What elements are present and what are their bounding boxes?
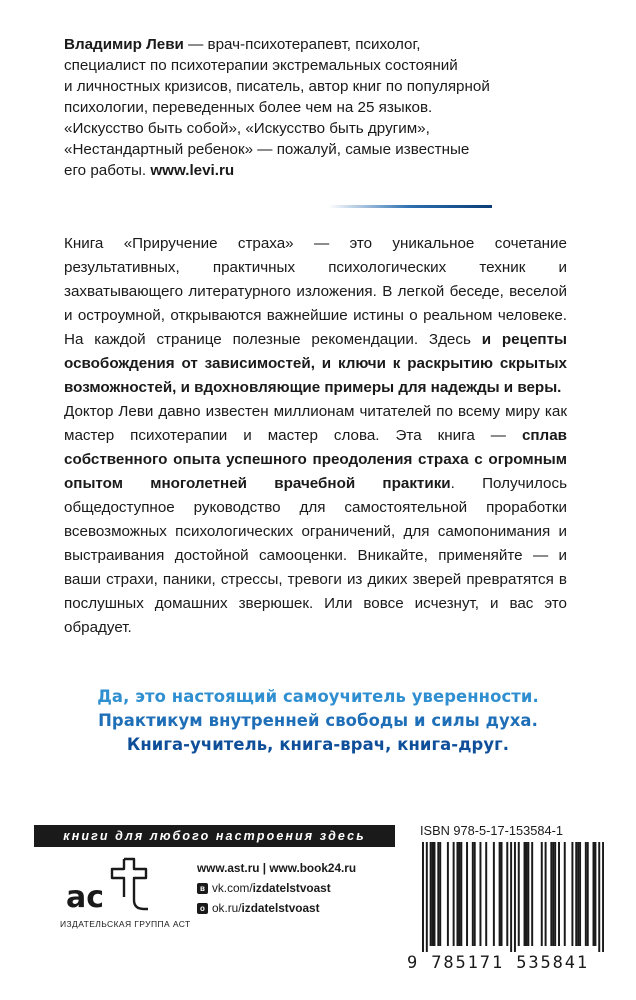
author-bio-line: его работы. bbox=[64, 162, 151, 179]
barcode-bar bbox=[545, 842, 547, 946]
book-description bbox=[64, 232, 567, 640]
isbn: ISBN 978-5-17-153584-1 bbox=[420, 823, 563, 838]
barcode-bar bbox=[453, 842, 455, 946]
vk-row[interactable] bbox=[197, 878, 356, 898]
ok-handle: izdatelstvoast bbox=[241, 901, 320, 915]
author-bio-line: «Искусство быть собой», «Искусство быть другим», bbox=[64, 120, 430, 137]
barcode-bar bbox=[493, 842, 495, 946]
barcode-bar bbox=[518, 842, 520, 946]
publisher-name: ИЗДАТЕЛЬСКАЯ ГРУППА АСТ bbox=[60, 919, 191, 929]
barcode-bar bbox=[524, 842, 526, 946]
author-bio-line: и личностных кризисов, писатель, автор книг по популярной bbox=[64, 78, 490, 95]
barcode-bar bbox=[598, 842, 600, 952]
barcode-bar bbox=[430, 842, 432, 946]
barcode-bar bbox=[571, 842, 573, 946]
barcode-bar bbox=[432, 842, 434, 946]
barcode-bar bbox=[485, 842, 487, 946]
vk-handle: izdatelstvoast bbox=[252, 881, 331, 895]
barcode-bar bbox=[541, 842, 543, 946]
barcode-bar bbox=[587, 842, 589, 946]
barcode-bar bbox=[458, 842, 460, 946]
vk-prefix: vk.com/ bbox=[212, 881, 253, 895]
barcode-bar bbox=[575, 842, 577, 946]
barcode-bar bbox=[433, 842, 435, 946]
author-name: Владимир Леви bbox=[64, 36, 184, 53]
author-bio-line: — врач-психотерапевт, психолог, bbox=[183, 36, 421, 53]
description-text: . Получилось общедоступное руководство для самостоятельной проработки всевозможных психологических ограничений, для самопонимания и выстраивания достойной самооценки. Вникайте, применяйте — и ваши страхи, паники, стрессы, тревоги из диких зверей превратятся в послушных домашних зверюшек. Или вовсе исчезнут, и вас это обрадует. bbox=[64, 475, 567, 636]
barcode-bar bbox=[510, 842, 512, 952]
barcode-bar bbox=[437, 842, 439, 946]
ast-logo-icon bbox=[64, 855, 174, 915]
barcode-bar bbox=[579, 842, 581, 946]
barcode-bar bbox=[594, 842, 596, 946]
barcode-bar bbox=[602, 842, 604, 952]
author-bio bbox=[64, 34, 524, 181]
barcode-bar bbox=[593, 842, 595, 946]
barcode-bar bbox=[426, 842, 428, 952]
description-paragraph bbox=[64, 400, 567, 640]
slogan-line-1: Да, это настоящий самоучитель уверенности. bbox=[97, 687, 539, 706]
barcode-bar bbox=[585, 842, 587, 946]
barcode-bar bbox=[447, 842, 449, 946]
barcode-bar bbox=[554, 842, 556, 946]
barcode-bar bbox=[456, 842, 458, 946]
barcode-bar bbox=[531, 842, 533, 946]
description-bold: и рецепты освобождения от зависимостей, и ключи к раскрытию скрытых возможностей, и вдохновляющие примеры для надежды и веры. bbox=[64, 331, 567, 396]
description-text: Книга «Приручение страха» — это уникальное сочетание результативных, практичных психологических техник и захватывающего литературного изложения. В легкой беседе, веселой и остроумной, открываются важнейшие истины о реальном человеке. На каждой странице полезные рекомендации. Здесь bbox=[64, 235, 567, 348]
barcode-bar bbox=[577, 842, 579, 946]
barcode-bar bbox=[552, 842, 554, 946]
barcode-bar bbox=[558, 842, 560, 946]
author-bio-line: «Нестандартный ребенок» — пожалуй, самые известные bbox=[64, 141, 470, 158]
barcode-bar bbox=[460, 842, 462, 946]
barcode-digits: 9 785171 535841 bbox=[407, 953, 590, 973]
barcode-bar bbox=[474, 842, 476, 946]
barcode-bar bbox=[525, 842, 527, 946]
svg-text:ас: ас bbox=[66, 880, 105, 915]
tagline-bar: книги для любого настроения здесь bbox=[34, 825, 395, 847]
odnoklassniki-icon: о bbox=[197, 903, 208, 914]
publisher-links bbox=[197, 858, 356, 918]
barcode-bar bbox=[439, 842, 441, 946]
author-bio-line: специалист по психотерапии экстремальных состояний bbox=[64, 57, 458, 74]
author-website: www.levi.ru bbox=[150, 162, 235, 179]
barcode-bar bbox=[564, 842, 566, 946]
barcode-bar bbox=[422, 842, 424, 952]
websites-link[interactable]: www.ast.ru | www.book24.ru bbox=[197, 861, 357, 875]
ok-row[interactable] bbox=[197, 898, 356, 918]
websites-row bbox=[197, 858, 356, 878]
barcode-bar bbox=[514, 842, 516, 952]
barcode-bar bbox=[479, 842, 481, 946]
barcode-bar bbox=[506, 842, 508, 946]
barcode bbox=[422, 842, 604, 952]
barcode-bar bbox=[550, 842, 552, 946]
barcode-bar bbox=[499, 842, 501, 946]
slogan bbox=[0, 685, 636, 757]
description-paragraph bbox=[64, 232, 567, 400]
vk-icon: в bbox=[197, 883, 208, 894]
barcode-bar bbox=[472, 842, 474, 946]
slogan-line-3: Книга-учитель, книга-врач, книга-друг. bbox=[126, 735, 510, 754]
author-bio-line: психологии, переведенных более чем на 25 языков. bbox=[64, 99, 433, 116]
section-divider bbox=[328, 205, 492, 208]
slogan-line-2: Практикум внутренней свободы и силы духа. bbox=[98, 711, 538, 730]
description-bold: сплав собственного опыта успешного преодоления страха с огромным опытом многолетней врачебной практики bbox=[64, 427, 567, 492]
description-text: Доктор Леви давно известен миллионам читателей по всему миру как мастер психотерапии и мастер слова. Эта книга — bbox=[64, 403, 567, 444]
barcode-bar bbox=[527, 842, 529, 946]
barcode-bar bbox=[501, 842, 503, 946]
ok-prefix: ok.ru/ bbox=[212, 901, 242, 915]
barcode-bar bbox=[466, 842, 468, 946]
